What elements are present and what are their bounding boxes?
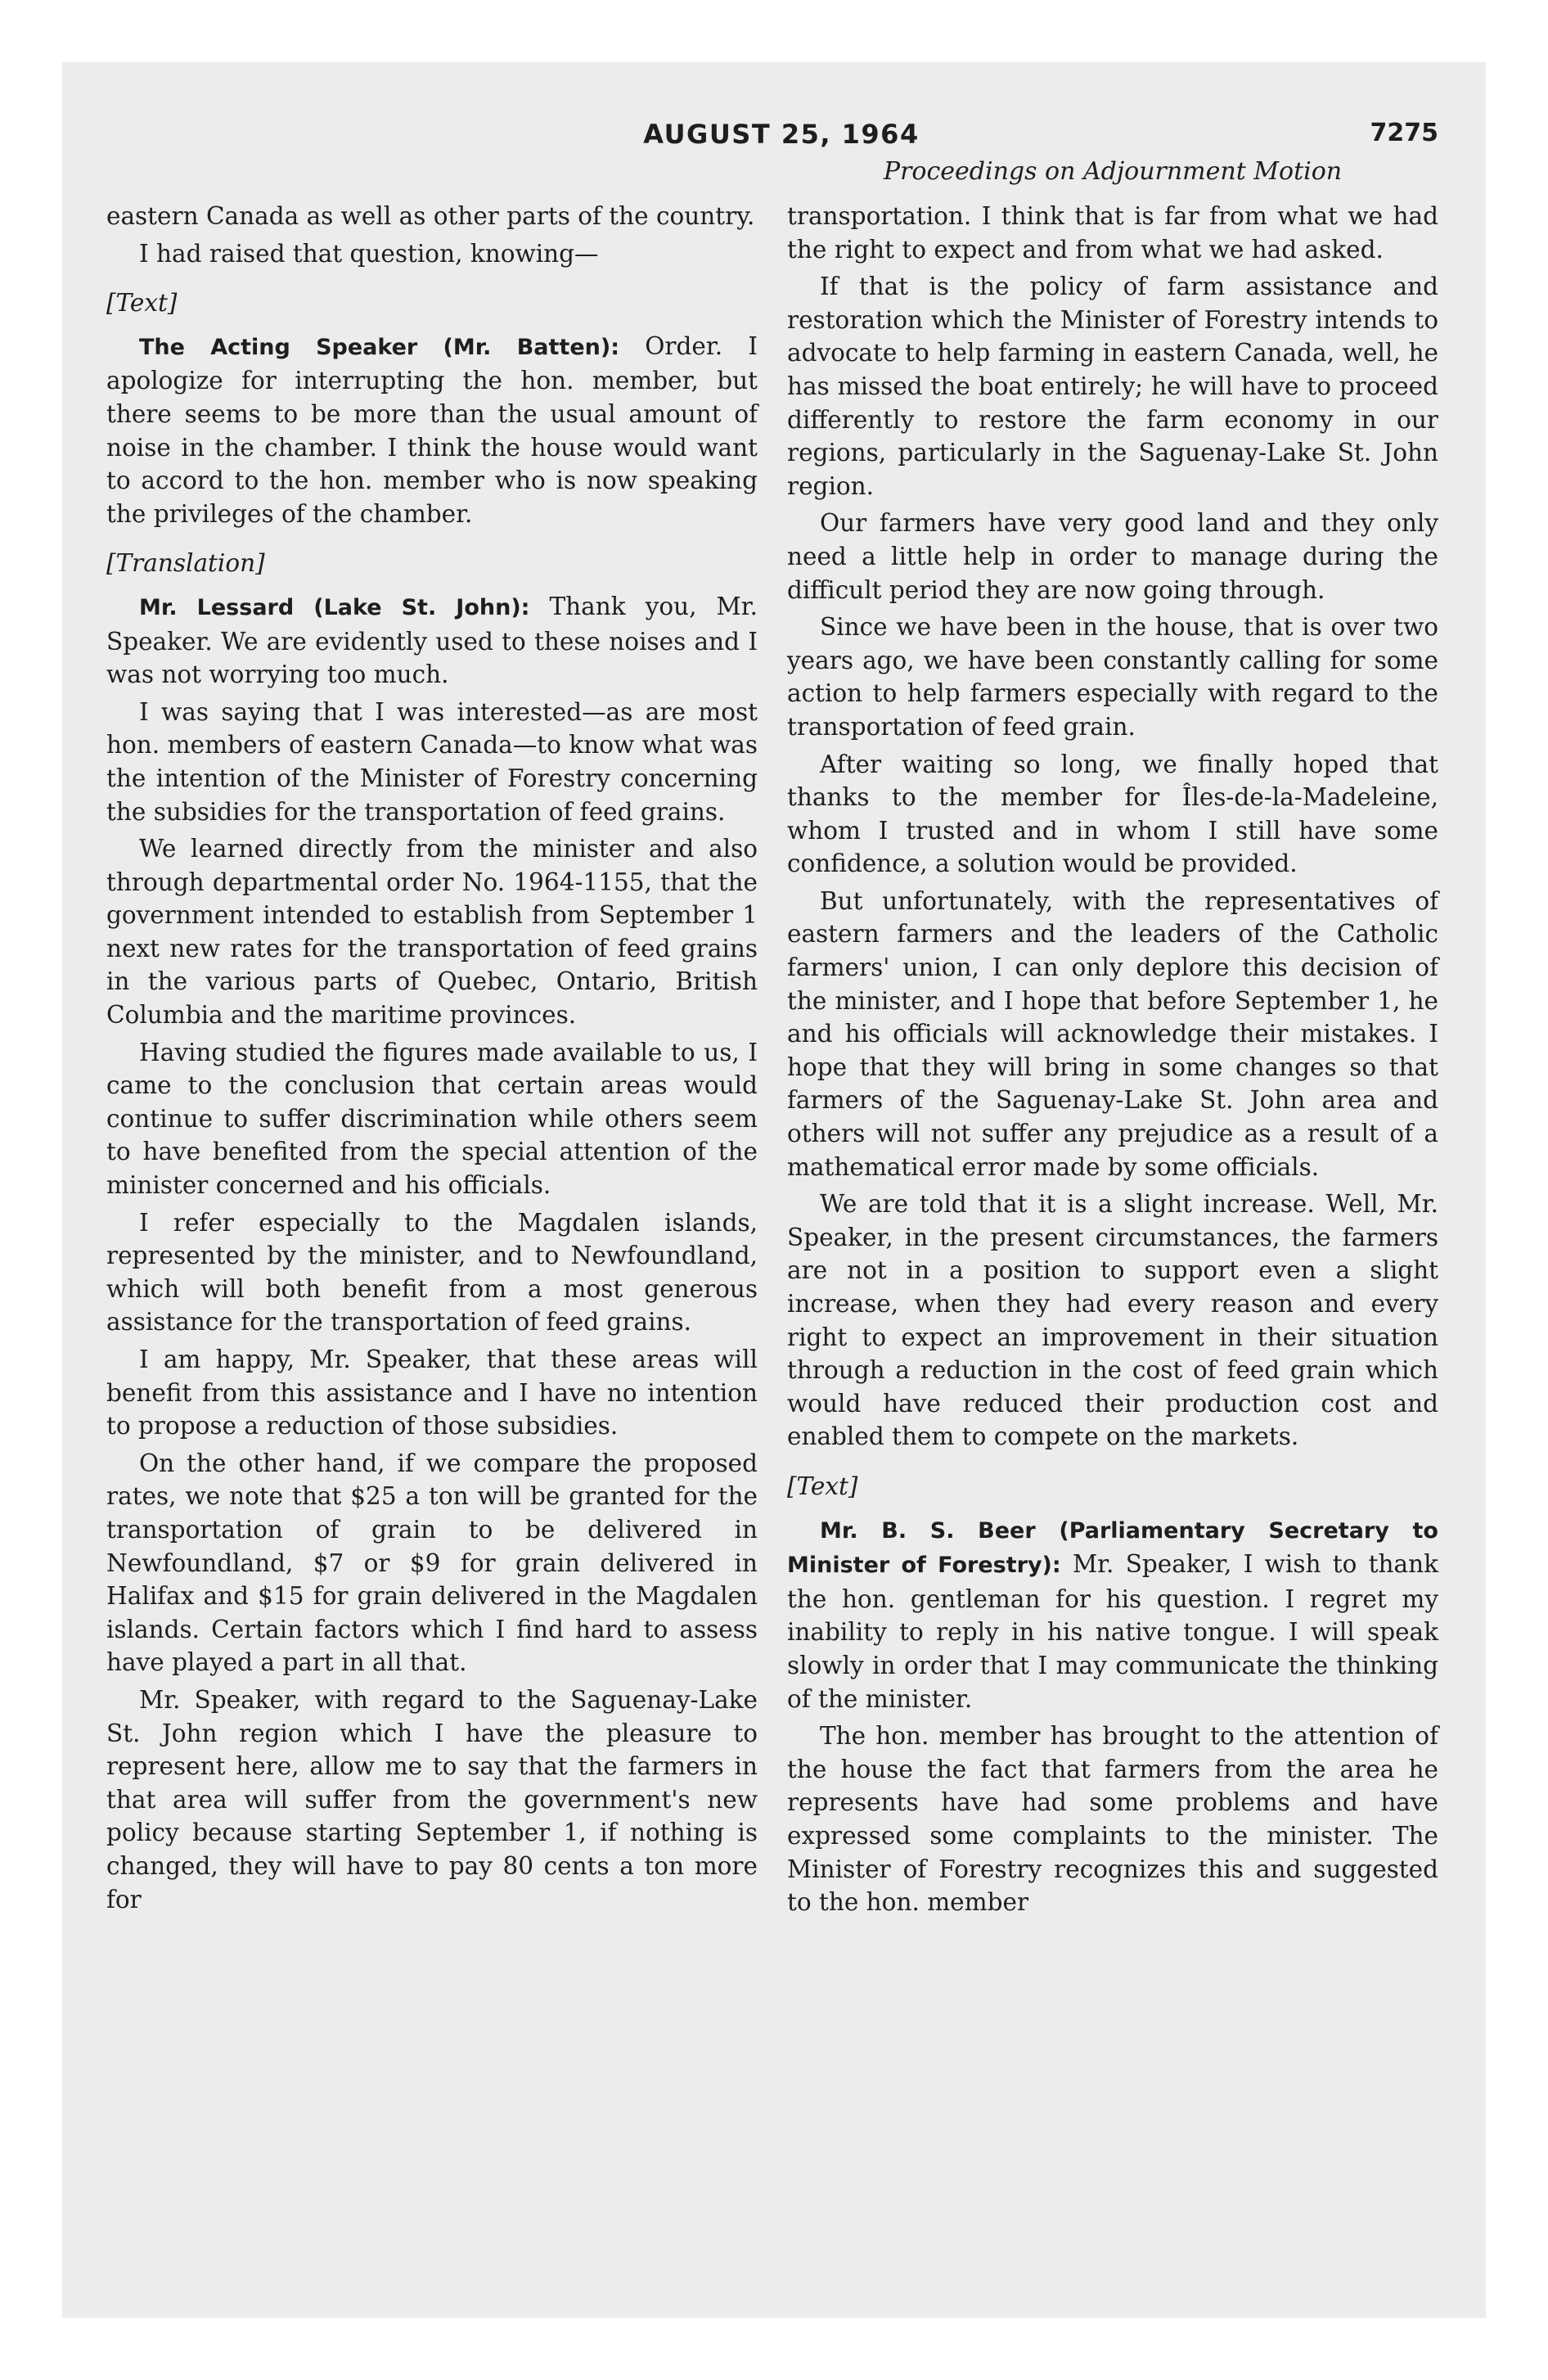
speech-paragraph bbox=[106, 590, 758, 692]
speech-paragraph bbox=[787, 1513, 1438, 1716]
left-column bbox=[106, 200, 758, 1920]
paragraph: transportation. I think that is far from what we had the right to expect and from what we had asked. bbox=[787, 202, 1438, 264]
language-tag: [Text] bbox=[787, 1472, 858, 1500]
speaker-name: Mr. Lessard (Lake St. John): bbox=[139, 594, 530, 620]
language-tag: [Translation] bbox=[106, 549, 265, 578]
paragraph: Having studied the figures made available to us, I came to the conclusion that certain areas would continue to suffer discrimination while others seem to have benefited from the special attention of the minister concerned and his officials. bbox=[106, 1038, 758, 1200]
speech-text: Mr. Speaker, I wish to thank the hon. gentleman for his question. I regret my inability to reply in his native tongue. I will speak slowly in order that I may communicate the thinking of the minister. bbox=[787, 1550, 1438, 1713]
language-tag: [Text] bbox=[106, 289, 178, 318]
paragraph: Mr. Speaker, with regard to the Saguenay-Lake St. John region which I have the pleasure to represent here, allow me to say that the farmers in that area will suffer from the government's new policy because starting September 1, if nothing is changed, they will have to pay 80 cents a ton more for bbox=[106, 1685, 758, 1913]
paragraph: The hon. member has brought to the attention of the house the fact that farmers from the area he represents have had some problems and have expressed some complaints to the minister. The Minister of Forestry recognizes this and suggested to the hon. member bbox=[787, 1722, 1438, 1917]
paragraph: Our farmers have very good land and they only need a little help in order to manage during the difficult period they are now going through. bbox=[787, 509, 1438, 604]
paragraph: eastern Canada as well as other parts of the country. bbox=[106, 202, 755, 230]
paragraph: I am happy, Mr. Speaker, that these areas will benefit from this assistance and I have no intention to propose a reduction of those subsidies. bbox=[106, 1346, 758, 1440]
paragraph: I refer especially to the Magdalen islands, represented by the minister, and to Newfoundland, which will both benefit from a most generous assistance for the transportation of feed grains. bbox=[106, 1208, 758, 1336]
speech-paragraph bbox=[106, 330, 758, 531]
paragraph: I had raised that question, knowing— bbox=[139, 239, 599, 268]
paragraph: If that is the policy of farm assistance and restoration which the Minister of Forestry intends to advocate to help farming in eastern Canada, well, he has missed the boat entirely; he will have to proceed differently to restore the farm economy in our regions, particularly in the Saguenay-Lake St. John region. bbox=[787, 273, 1438, 500]
right-column bbox=[787, 200, 1438, 1923]
speech-text: Thank you, Mr. Speaker. We are evidently used to these noises and I was not worrying too much. bbox=[106, 592, 758, 689]
speaker-name: The Acting Speaker (Mr. Batten): bbox=[139, 334, 619, 360]
section-subtitle: Proceedings on Adjournment Motion bbox=[883, 157, 1343, 186]
header-date: AUGUST 25, 1964 bbox=[643, 119, 920, 150]
paragraph: On the other hand, if we compare the proposed rates, we note that $25 a ton will be granted for the transportation of grain to be delivered in Newfoundland, $7 or $9 for grain delivered in Halifax and $15 for grain delivered in the Magdalen islands. Certain factors which I find hard to assess have played a part in all that. bbox=[106, 1449, 758, 1677]
paragraph: But unfortunately, with the representatives of eastern farmers and the leaders of the Catholic farmers' union, I can only deplore this decision of the minister, and I hope that before September 1, he and his officials will acknowledge their mistakes. I hope that they will bring in some changes so that farmers of the Saguenay-Lake St. John area and others will not suffer any prejudice as a result of a mathematical error made by some officials. bbox=[787, 886, 1438, 1181]
paragraph: I was saying that I was interested—as are most hon. members of eastern Canada—to know what was the intention of the Minister of Forestry concerning the subsidies for the transportation of feed grains. bbox=[106, 697, 758, 826]
speech-text: Order. I apologize for interrupting the hon. member, but there seems to be more than the usual amount of noise in the chamber. I think the house would want to accord to the hon. member who is now speaking the privileges of the chamber. bbox=[106, 331, 758, 528]
speaker-name: Mr. B. S. Beer (Parliamentary Secretary to Minister of Forestry): bbox=[787, 1517, 1438, 1579]
paragraph: We are told that it is a slight increase. Well, Mr. Speaker, in the present circumstances, the farmers are not in a position to support even a slight increase, when they had every reason and every right to expect an improvement in their situation through a reduction in the cost of feed grain which would have reduced their production cost and enabled them to compete on the markets. bbox=[787, 1190, 1438, 1451]
page-header bbox=[124, 119, 1438, 160]
paragraph: Since we have been in the house, that is over two years ago, we have been constantly calling for some action to help farmers especially with regard to the transportation of feed grain. bbox=[787, 613, 1438, 741]
paragraph: We learned directly from the minister and also through departmental order No. 1964-1155, that the government intended to establish from September 1 next new rates for the transportation of feed grains in the various parts of Quebec, Ontario, British Columbia and the maritime provinces. bbox=[106, 835, 758, 1030]
page-number: 7275 bbox=[1370, 119, 1438, 147]
paragraph: After waiting so long, we finally hoped that thanks to the member for Îles-de-la-Madeleine, whom I trusted and in whom I still have some confidence, a solution would be provided. bbox=[787, 750, 1438, 878]
